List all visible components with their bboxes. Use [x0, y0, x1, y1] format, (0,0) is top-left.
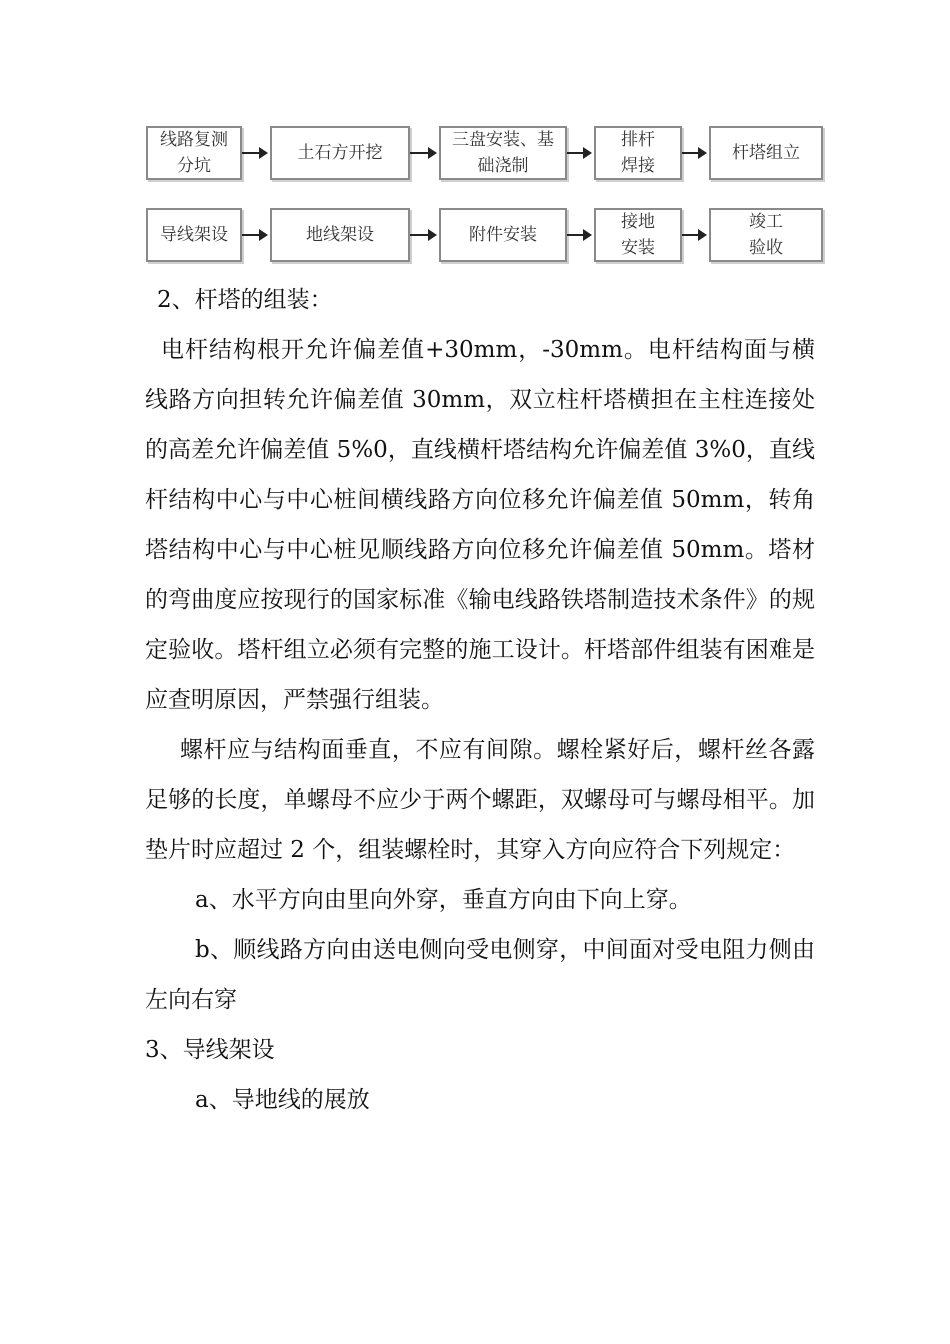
flow-arrow-icon [682, 234, 705, 236]
flow-arrow-icon [567, 234, 590, 236]
flow-step-foundation: 三盘安装、基 础浇制 [439, 126, 567, 180]
document-body [145, 275, 815, 1125]
flow-step-conductor-stringing: 导线架设 [146, 208, 242, 262]
flow-step-pole-welding: 排杆 焊接 [594, 126, 682, 180]
flow-arrow-icon [242, 234, 266, 236]
paragraph-bolts: 螺杆应与结构面垂直，不应有间隙。螺栓紧好后，螺杆丝各露足够的长度，单螺母不应少于两个螺距，双螺母可与螺母相平。加垫片时应超过 2 个，组装螺栓时，其穿入方向应符合下列规定： [145, 737, 815, 863]
section-heading-conductor: 3、导线架设 [145, 1037, 275, 1063]
paragraph-tolerances: 电杆结构根开允许偏差值+30mm，-30mm。电杆结构面与横线路方向担转允许偏差值 30mm，双立柱杆塔横担在主柱连接处的高差允许偏差值 5%0，直线横杆塔结构允许偏差值 3%0，直线杆结构中心与中心桩间横线路方向位移允许偏差值 50mm，转角塔结构中心与中心桩见顺线路方向位移允许偏差值 50mm。塔材的弯曲度应按现行的国家标准《输电线路铁塔制造技术条件》的规定验收。塔杆组立必须有完整的施工设计。杆塔部件组装有困难是应查明原因，严禁强行组装。 [145, 337, 815, 713]
flow-step-ground-wire: 地线架设 [270, 208, 410, 262]
section-heading-tower-assembly: 2、杆塔的组装： [157, 287, 333, 313]
flow-step-grounding: 接地 安装 [594, 208, 682, 262]
list-item-b: b、顺线路方向由送电侧向受电侧穿，中间面对受电阻力侧由左向右穿 [145, 937, 815, 1013]
flow-step-fittings: 附件安装 [439, 208, 567, 262]
flow-arrow-icon [682, 152, 705, 154]
flow-arrow-icon [410, 152, 435, 154]
flow-step-acceptance: 竣工 验收 [709, 208, 823, 262]
flow-arrow-icon [567, 152, 590, 154]
flow-arrow-icon [242, 152, 266, 154]
flow-arrow-icon [410, 234, 435, 236]
flow-step-tower-erection: 杆塔组立 [709, 126, 823, 180]
list-item-a-stringing: a、导地线的展放 [195, 1087, 370, 1113]
flow-step-line-survey: 线路复测 分坑 [146, 126, 242, 180]
list-item-a: a、水平方向由里向外穿，垂直方向由下向上穿。 [195, 887, 692, 913]
flow-step-earthwork: 土石方开挖 [270, 126, 410, 180]
